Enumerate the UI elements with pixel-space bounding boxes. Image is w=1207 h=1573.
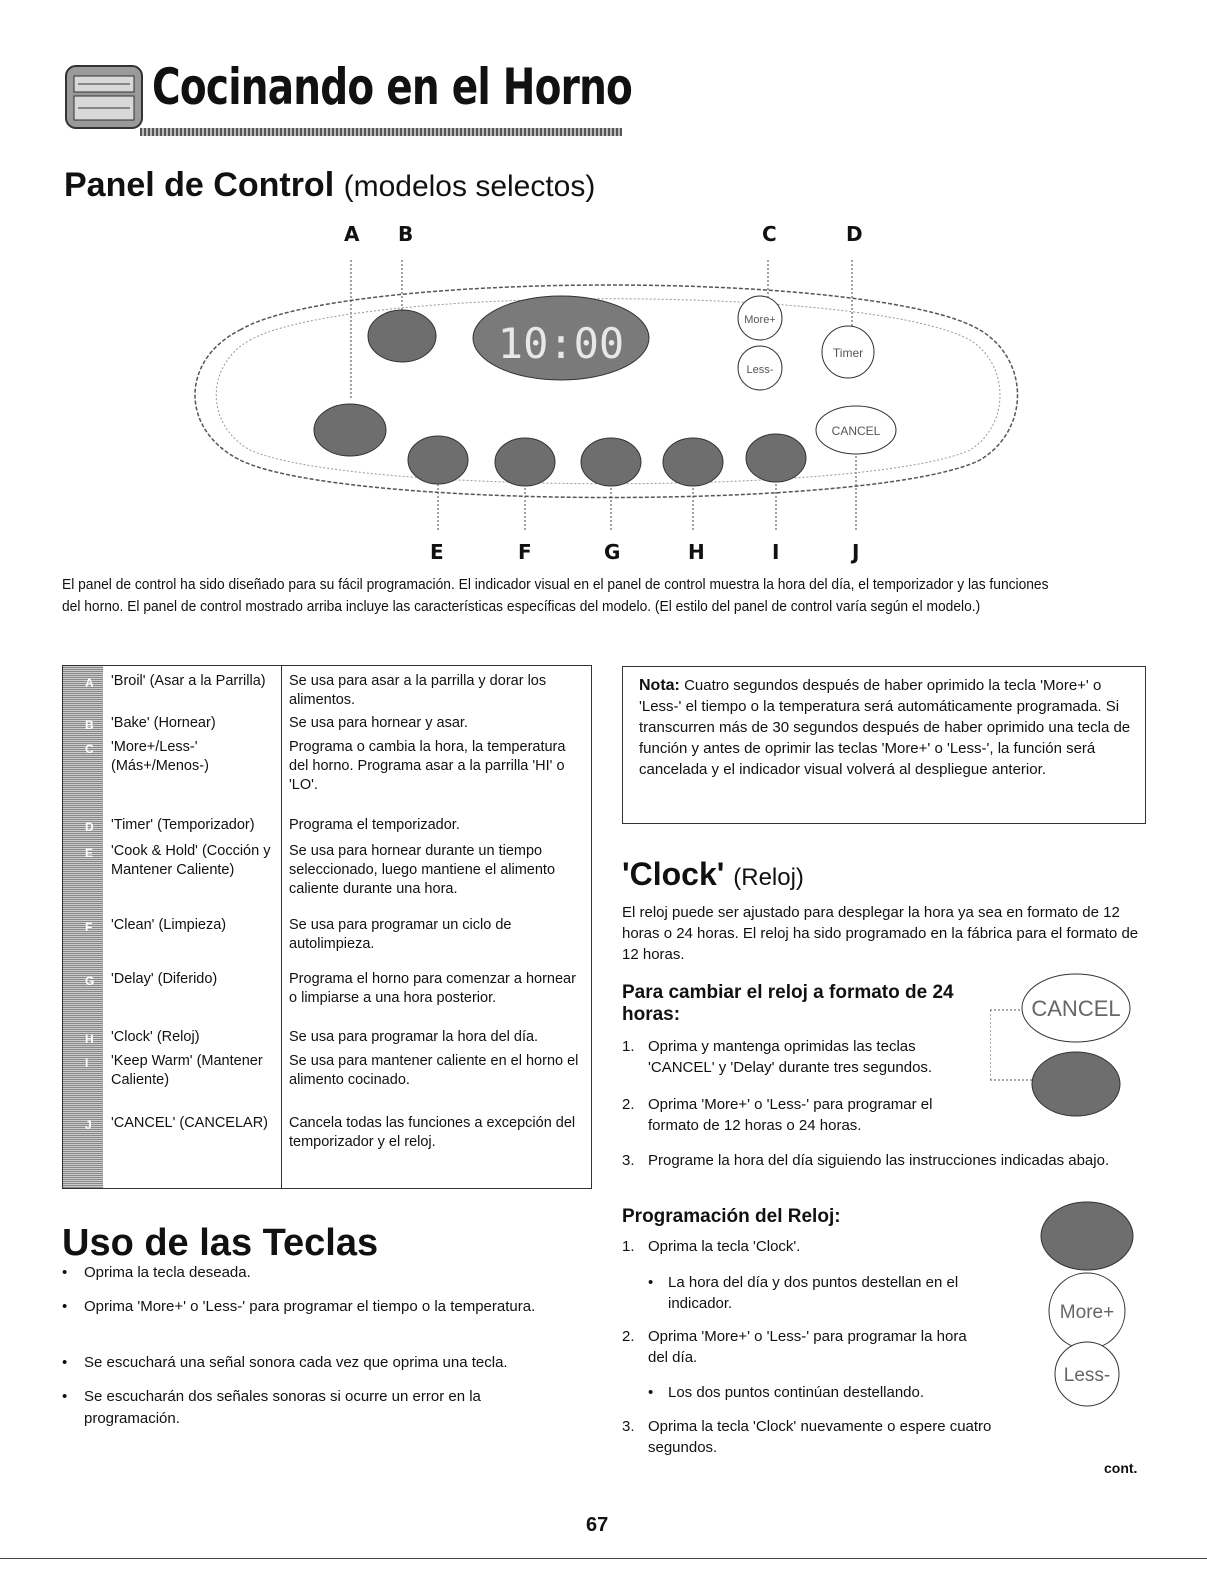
uso-bullet-2: Oprima 'More+' o 'Less-' para programar el tiempo o la temperatura.: [84, 1298, 536, 1315]
control-panel-diagram: [180, 240, 1030, 540]
key-desc: Se usa para hornear durante un tiempo seleccionado, luego mantiene el alimento caliente durante una hora.: [289, 843, 556, 897]
list-item: • Los dos puntos continúan destellando.: [648, 1382, 1008, 1403]
clock-title: [622, 856, 804, 893]
list-item: • La hora del día y dos puntos destellan en el indicador.: [648, 1272, 1008, 1314]
key-desc: Se usa para mantener caliente en el horno el alimento cocinado.: [289, 1053, 579, 1088]
uso-bullet-4: Se escucharán dos señales sonoras si ocurre un error en la programación.: [84, 1388, 481, 1427]
prog-step-2: Oprima 'More+' o 'Less-' para programar la hora del día.: [648, 1328, 967, 1366]
continued-label: cont.: [1104, 1460, 1138, 1476]
key-letter: A: [85, 676, 94, 690]
key-name: 'Delay' (Diferido): [111, 971, 218, 987]
label-e: E: [430, 540, 444, 564]
prog-step-2-bullet: Los dos puntos continúan destellando.: [668, 1384, 925, 1401]
section-subtitle: (modelos selectos): [343, 170, 596, 203]
label-d: D: [846, 222, 863, 246]
list-item: 3. Oprima la tecla 'Clock' nuevamente o espere cuatro segundos.: [622, 1416, 1042, 1458]
label-j: J: [852, 540, 860, 564]
label-i: I: [772, 540, 780, 564]
key-letter: I: [85, 1056, 89, 1070]
label-a: A: [344, 222, 360, 246]
key-desc: Se usa para asar a la parrilla y dorar los alimentos.: [289, 673, 547, 708]
prog-step-1-bullet: La hora del día y dos puntos destellan en el indicador.: [668, 1274, 959, 1312]
list-item: 2. Oprima 'More+' o 'Less-' para programar el formato de 12 horas o 24 horas.: [622, 1094, 982, 1136]
key-letter: B: [85, 718, 94, 732]
title-rule: [140, 128, 622, 136]
key-table: [62, 665, 592, 1189]
list-item: 2. Oprima 'More+' o 'Less-' para programar la hora del día.: [622, 1326, 982, 1368]
key-name: 'Timer' (Temporizador): [111, 817, 255, 833]
format-step-2: Oprima 'More+' o 'Less-' para programar el formato de 12 horas o 24 horas.: [648, 1096, 933, 1134]
key-letter: J: [85, 1118, 92, 1132]
key-letter: E: [85, 846, 94, 860]
oven-icon: [64, 62, 144, 132]
key-letter: G: [85, 974, 95, 988]
label-f: F: [518, 540, 532, 564]
more-button-label: More+: [744, 314, 776, 326]
key-desc: Programa el temporizador.: [289, 817, 460, 833]
key-strip: [63, 666, 103, 1188]
key-desc: Se usa para programar la hora del día.: [289, 1029, 539, 1045]
key-letter: H: [85, 1032, 94, 1046]
format-heading: Para cambiar el reloj a formato de 24 horas:: [622, 982, 954, 1025]
side-less-label: Less-: [1063, 1365, 1111, 1386]
prog-step-1: Oprima la tecla 'Clock'.: [648, 1238, 801, 1255]
note-text: Cuatro segundos después de haber oprimido la tecla 'More+' o 'Less-' el tiempo o la temperatura será automáticamente programada. Si transcurren más de 30 segundos después de haber oprimido una tecla de función y antes de oprimir las teclas 'More+' o 'Less-', la función será cancelada y el indicador visual volverá al despliegue anterior.: [639, 677, 1131, 778]
timer-button-label: Timer: [832, 346, 864, 360]
label-c: C: [762, 222, 777, 246]
clock-more-less-illustration: [1032, 1200, 1142, 1410]
format-step-1: Oprima y mantenga oprimidas las teclas 'CANCEL' y 'Delay' durante tres segundos.: [648, 1038, 933, 1076]
key-desc: Programa o cambia la hora, la temperatura del horno. Programa asar a la parrilla 'HI' o 'LO'.: [289, 739, 566, 793]
uso-bullet-3: Se escuchará una señal sonora cada vez que oprima una tecla.: [84, 1354, 508, 1371]
list-item: 3. Programe la hora del día siguiendo las instrucciones indicadas abajo.: [622, 1150, 1142, 1171]
key-divider: [281, 666, 282, 1188]
bottom-rule: [0, 1558, 1207, 1559]
prog-heading: Programación del Reloj:: [622, 1206, 841, 1227]
key-name: 'Clean' (Limpieza): [111, 917, 227, 933]
page-number: 67: [586, 1514, 609, 1536]
uso-bullet-1: Oprima la tecla deseada.: [84, 1264, 251, 1281]
key-letter: D: [85, 820, 94, 834]
note-label: Nota:: [639, 677, 680, 694]
clock-title-text: 'Clock': [622, 856, 725, 892]
clock-intro: El reloj puede ser ajustado para desplegar la hora ya sea en formato de 12 horas o 24 horas. El reloj ha sido programado en la fábrica para el formato de 12 horas.: [622, 904, 1139, 963]
uso-title: Uso de las Teclas: [62, 1222, 379, 1264]
side-cancel-label: CANCEL: [1031, 996, 1121, 1021]
display-readout: 10:00: [497, 319, 625, 368]
label-g: G: [604, 540, 621, 564]
key-name: 'Cook & Hold' (Cocción y Mantener Caliente): [111, 843, 271, 878]
note-box: [622, 666, 1146, 824]
side-more-label: More+: [1059, 1302, 1115, 1323]
prog-step-3: Oprima la tecla 'Clock' nuevamente o espere cuatro segundos.: [648, 1418, 992, 1456]
key-letter: F: [85, 920, 93, 934]
key-name: 'Keep Warm' (Mantener Caliente): [111, 1053, 263, 1088]
list-item: • Se escucharán dos señales sonoras si ocurre un error en la programación.: [62, 1386, 562, 1430]
cancel-button-label: CANCEL: [831, 424, 881, 438]
section-title-text: Panel de Control: [64, 166, 335, 204]
list-item: • Oprima 'More+' o 'Less-' para programar el tiempo o la temperatura.: [62, 1296, 562, 1318]
key-desc: Programa el horno para comenzar a hornear o limpiarse a una hora posterior.: [289, 971, 576, 1006]
key-desc: Cancela todas las funciones a excepción del temporizador y el reloj.: [289, 1115, 576, 1150]
format-step-3: Programe la hora del día siguiendo las instrucciones indicadas abajo.: [648, 1152, 1110, 1169]
key-name: 'More+/Less-' (Más+/Menos-): [111, 739, 209, 774]
list-item: 1. Oprima la tecla 'Clock'.: [622, 1236, 1002, 1257]
list-item: • Oprima la tecla deseada.: [62, 1262, 562, 1284]
key-name: 'Bake' (Hornear): [111, 715, 216, 731]
list-item: 1. Oprima y mantenga oprimidas las teclas 'CANCEL' y 'Delay' durante tres segundos.: [622, 1036, 982, 1078]
key-desc: Se usa para hornear y asar.: [289, 715, 468, 731]
page-title: Cocinando en el Horno: [152, 58, 633, 116]
note-content: [639, 675, 1133, 780]
section-title: [64, 166, 595, 205]
label-h: H: [688, 540, 705, 564]
key-desc: Se usa para programar un ciclo de autolimpieza.: [289, 917, 512, 952]
label-b: B: [398, 222, 414, 246]
less-button-label: Less-: [746, 364, 774, 376]
key-name: 'Broil' (Asar a la Parrilla): [111, 673, 266, 689]
list-item: • Se escuchará una señal sonora cada vez que oprima una tecla.: [62, 1352, 562, 1374]
intro-paragraph: El panel de control ha sido diseñado para su fácil programación. El indicador visual en el panel de control muestra la hora del día, el temporizador y las funciones del horno. El panel de control mostrado arriba incluye las características específicas del modelo. (El estilo del panel de control varía según el modelo.): [62, 576, 1049, 615]
key-letter: C: [85, 742, 94, 756]
clock-subtitle: (Reloj): [733, 864, 804, 891]
key-name: 'CANCEL' (CANCELAR): [111, 1115, 269, 1131]
cancel-delay-illustration: [990, 968, 1140, 1118]
key-name: 'Clock' (Reloj): [111, 1029, 200, 1045]
